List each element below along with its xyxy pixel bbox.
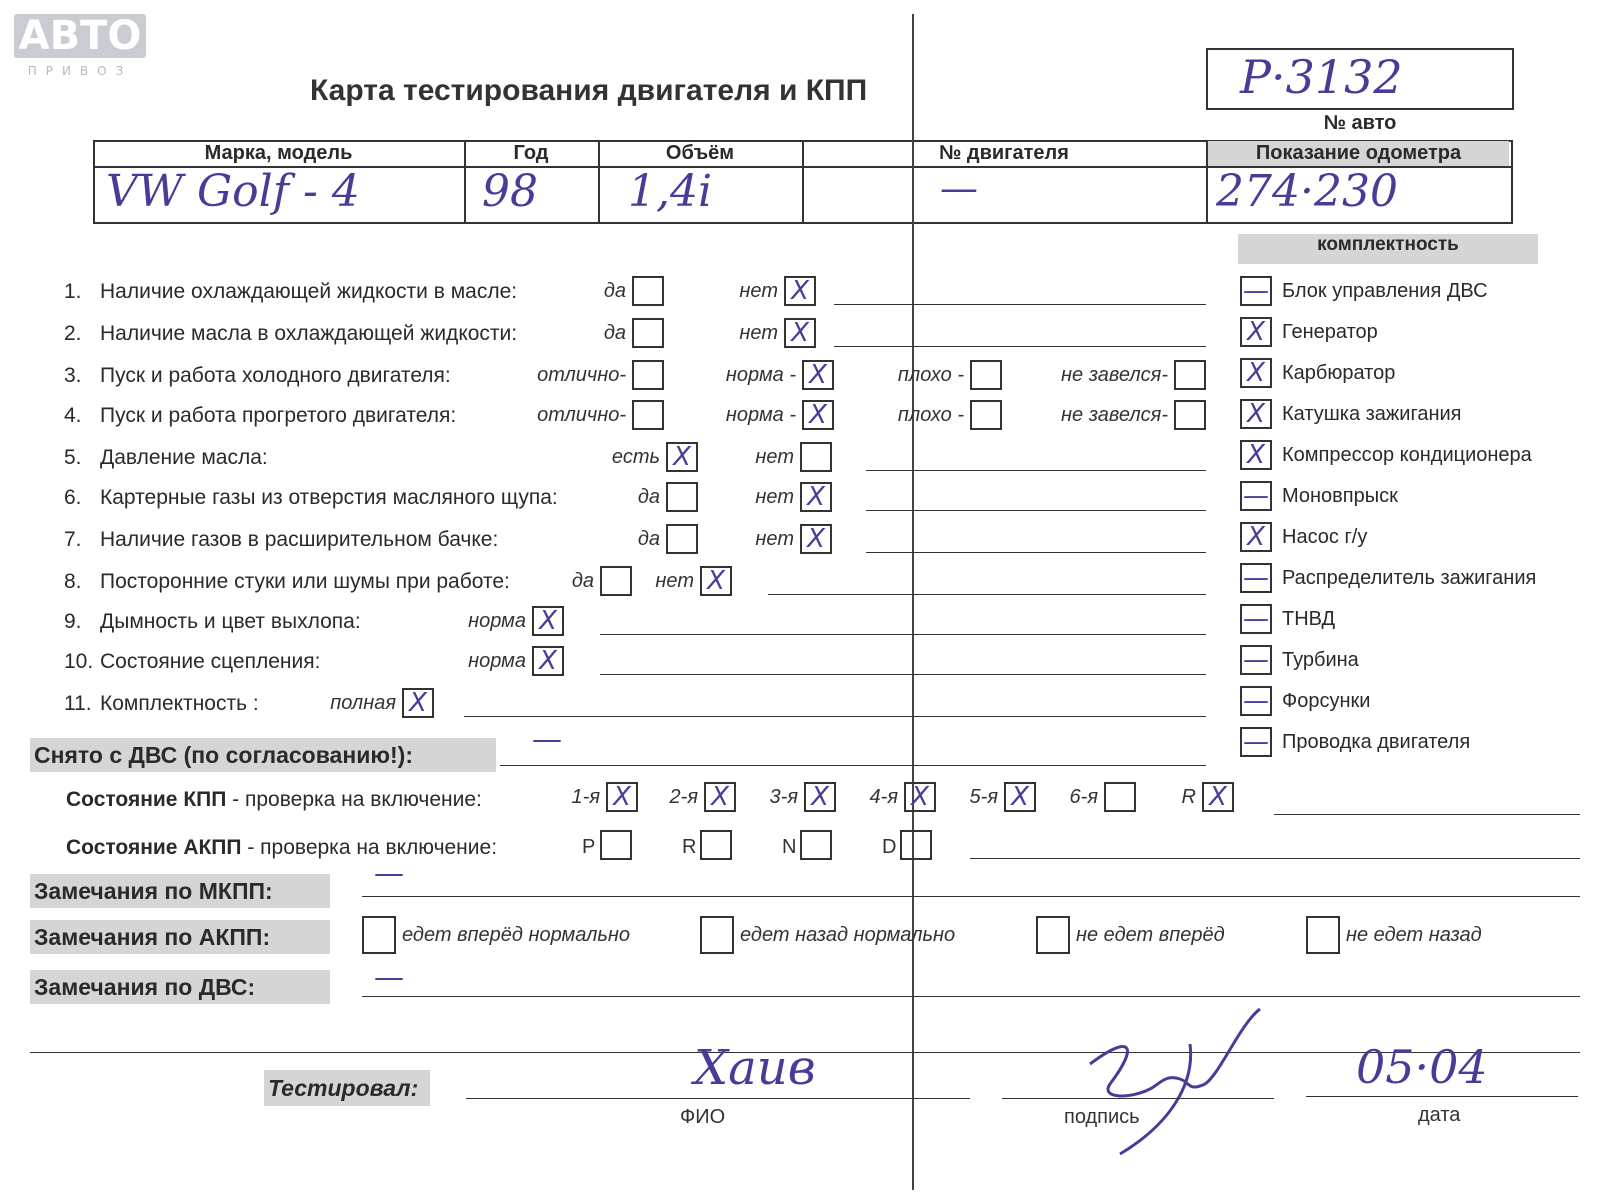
gear-checkbox[interactable] [1104, 782, 1136, 812]
gear-label: 5-я [969, 786, 998, 808]
option-label: норма - [725, 404, 796, 426]
completeness-label: Насос г/у [1282, 526, 1368, 548]
completeness-label: Катушка зажигания [1282, 403, 1462, 425]
option-label: отлично- [537, 364, 626, 386]
signature-caption: подпись [1064, 1106, 1140, 1128]
akpp-label-bold: Состояние АКПП [66, 836, 242, 859]
option-checkbox[interactable] [666, 524, 698, 554]
name-line [466, 1098, 970, 1099]
akpp-remark-checkbox[interactable] [1036, 916, 1070, 954]
option-label: да [571, 570, 594, 592]
remarks-mkpp-value: — [374, 856, 404, 891]
question-text: Посторонние стуки или шумы при работе: [100, 570, 510, 593]
option-label: норма [468, 610, 526, 632]
engine-number-value: — [940, 166, 978, 210]
question-text: Наличие охлаждающей жидкости в масле: [100, 280, 518, 303]
question-number: 11. [64, 692, 92, 715]
completeness-checkbox-mark: — [1243, 645, 1269, 675]
removed-value: — [532, 722, 562, 757]
akpp-mode-label: N [782, 836, 797, 858]
signature-line [1002, 1098, 1274, 1099]
option-checkbox-mark: X [791, 276, 809, 306]
question-text: Комплектность : [100, 692, 259, 715]
akpp-mode-checkbox[interactable] [900, 830, 932, 860]
option-checkbox-mark: X [707, 566, 725, 596]
remarks-dvs-value: — [374, 960, 404, 995]
akpp-mode-label: P [582, 836, 596, 858]
option-checkbox-mark: X [791, 318, 809, 348]
option-label: нет [739, 322, 778, 344]
question-text: Пуск и работа прогретого двигателя: [100, 404, 457, 427]
option-checkbox-mark: X [809, 400, 827, 430]
col-engine-number: № двигателя [939, 142, 1069, 164]
option-label: не завелся- [1061, 364, 1168, 386]
col-year: Год [513, 142, 549, 164]
kpp-line [1274, 814, 1580, 815]
gear-label: 2-я [669, 786, 698, 808]
akpp-remark-checkbox[interactable] [362, 916, 396, 954]
option-checkbox[interactable] [666, 482, 698, 512]
completeness-checkbox-mark: — [1243, 481, 1269, 511]
question-text: Наличие газов в расширительном бачке: [100, 528, 499, 551]
completeness-label: Блок управления ДВС [1282, 280, 1488, 302]
answer-line [600, 674, 1206, 675]
question-number: 1. [64, 280, 82, 303]
gear-checkbox-mark: X [1209, 782, 1227, 812]
question-text: Состояние сцепления: [100, 650, 321, 673]
completeness-label: Турбина [1282, 649, 1359, 671]
answer-line [834, 346, 1206, 347]
completeness-label: Распределитель зажигания [1282, 567, 1537, 589]
gear-label: R [1181, 786, 1196, 808]
option-label: плохо - [897, 364, 964, 386]
option-label: нет [655, 570, 694, 592]
option-label: нет [755, 528, 794, 550]
option-label: полная [330, 692, 396, 714]
gear-checkbox-mark: X [613, 782, 631, 812]
logo: АВТО [14, 14, 146, 58]
remarks-mkpp-line [362, 896, 1580, 897]
tested-label: Тестировал: [264, 1070, 430, 1106]
question-text: Наличие масла в охлаждающей жидкости: [100, 322, 518, 345]
answer-line [866, 470, 1206, 471]
question-number: 3. [64, 364, 82, 387]
remarks-mkpp-label: Замечания по МКПП: [30, 874, 330, 908]
logo-subtitle: ПРИВОЗ [27, 64, 133, 78]
option-label: нет [739, 280, 778, 302]
option-label: норма [468, 650, 526, 672]
remarks-dvs-label: Замечания по ДВС: [30, 970, 330, 1004]
answer-line [866, 510, 1206, 511]
answer-line [600, 634, 1206, 635]
answer-line [834, 304, 1206, 305]
option-checkbox[interactable] [970, 400, 1002, 430]
gear-label: 4-я [869, 786, 898, 808]
completeness-checkbox-mark: — [1243, 604, 1269, 634]
akpp-line [970, 858, 1580, 859]
option-checkbox-mark: X [807, 482, 825, 512]
option-checkbox-mark: X [809, 360, 827, 390]
question-number: 4. [64, 404, 82, 427]
kpp-label-bold: Состояние КПП [66, 788, 227, 811]
question-number: 7. [64, 528, 82, 551]
option-checkbox[interactable] [632, 360, 664, 390]
akpp-mode-checkbox[interactable] [800, 830, 832, 860]
option-label: да [603, 280, 626, 302]
question-number: 2. [64, 322, 82, 345]
option-label: есть [611, 446, 660, 468]
gear-checkbox-mark: X [911, 782, 929, 812]
col-volume: Объём [665, 142, 735, 164]
option-checkbox[interactable] [632, 276, 664, 306]
answer-line [768, 594, 1206, 595]
odometer-value: 274·230 [1216, 166, 1398, 217]
akpp-mode-label: D [882, 836, 897, 858]
option-label: отлично- [537, 404, 626, 426]
completeness-label: Генератор [1282, 321, 1378, 343]
option-checkbox-mark: X [409, 688, 427, 718]
question-text: Давление масла: [100, 446, 268, 469]
option-label: норма - [725, 364, 796, 386]
completeness-checkbox-mark: — [1243, 727, 1269, 757]
option-label: да [603, 322, 626, 344]
volume-value: 1,4i [628, 166, 713, 217]
gear-checkbox-mark: X [711, 782, 729, 812]
completeness-checkbox-mark: — [1243, 563, 1269, 593]
completeness-checkbox-mark: X [1247, 317, 1265, 347]
col-brand-model: Марка, модель [204, 142, 353, 164]
option-checkbox-mark: X [539, 646, 557, 676]
akpp-label [66, 836, 497, 860]
kpp-label-rest: - проверка на включение: [226, 788, 482, 811]
akpp-remark-label: едет вперёд нормально [402, 924, 631, 946]
akpp-mode-label: R [682, 836, 697, 858]
completeness-checkbox-mark: X [1247, 522, 1265, 552]
option-checkbox[interactable] [1174, 400, 1206, 430]
question-text: Картерные газы из отверстия масляного щупа: [100, 486, 558, 509]
akpp-label-rest: - проверка на включение: [241, 836, 498, 859]
completeness-checkbox-mark: X [1247, 399, 1265, 429]
option-checkbox-mark: X [673, 442, 691, 472]
akpp-mode-checkbox[interactable] [700, 830, 732, 860]
tester-name: Хаив [694, 1040, 816, 1096]
completeness-label: Моновпрыск [1282, 485, 1398, 507]
question-number: 6. [64, 486, 82, 509]
remarks-akpp-label: Замечания по АКПП: [30, 920, 330, 954]
gear-checkbox-mark: X [1011, 782, 1029, 812]
removed-line [500, 765, 1206, 766]
option-label: нет [755, 446, 794, 468]
option-label: плохо - [897, 404, 964, 426]
completeness-label: Компрессор кондиционера [1282, 444, 1532, 466]
col-odometer: Показание одометра [1255, 142, 1462, 164]
completeness-label: Проводка двигателя [1282, 731, 1471, 753]
option-label: да [637, 528, 660, 550]
akpp-mode-checkbox[interactable] [600, 830, 632, 860]
akpp-remark-label: не едет вперёд [1076, 924, 1225, 946]
auto-number-value: Р·3132 [1240, 50, 1403, 104]
option-checkbox[interactable] [970, 360, 1002, 390]
brand-model-value: VW Golf - 4 [106, 166, 360, 217]
answer-line [464, 716, 1206, 717]
date-caption: дата [1418, 1104, 1461, 1126]
gear-checkbox-mark: X [811, 782, 829, 812]
option-label: да [637, 486, 660, 508]
akpp-remark-label: не едет назад [1346, 924, 1482, 946]
gear-label: 3-я [769, 786, 798, 808]
option-checkbox-mark: X [807, 524, 825, 554]
remarks-dvs-line [362, 996, 1580, 997]
answer-line [866, 552, 1206, 553]
option-checkbox[interactable] [800, 442, 832, 472]
akpp-remark-checkbox[interactable] [1306, 916, 1340, 954]
gear-label: 1-я [571, 786, 600, 808]
gear-label: 6-я [1069, 786, 1098, 808]
option-checkbox[interactable] [632, 400, 664, 430]
completeness-checkbox-mark: X [1247, 440, 1265, 470]
option-checkbox[interactable] [1174, 360, 1206, 390]
signature [1070, 1004, 1270, 1164]
page-title: Карта тестирования двигателя и КПП [310, 74, 868, 107]
question-text: Дымность и цвет выхлопа: [100, 610, 361, 633]
akpp-remark-label: едет назад нормально [740, 924, 956, 946]
date-line [1306, 1096, 1578, 1097]
question-number: 10. [64, 650, 94, 673]
completeness-checkbox-mark: — [1243, 686, 1269, 716]
question-number: 8. [64, 570, 82, 593]
question-number: 9. [64, 610, 82, 633]
completeness-checkbox-mark: X [1247, 358, 1265, 388]
option-label: не завелся- [1061, 404, 1168, 426]
option-checkbox[interactable] [632, 318, 664, 348]
completeness-label: ТНВД [1282, 608, 1336, 630]
completeness-title: комплектность [1238, 234, 1538, 264]
completeness-label: Карбюратор [1282, 362, 1396, 384]
removed-label: Снято с ДВС (по согласованию!): [30, 738, 496, 772]
test-date: 05·04 [1356, 1040, 1488, 1094]
question-text: Пуск и работа холодного двигателя: [100, 364, 451, 387]
akpp-remark-checkbox[interactable] [700, 916, 734, 954]
kpp-label [66, 788, 482, 812]
completeness-label: Форсунки [1282, 690, 1371, 712]
name-caption: ФИО [680, 1106, 726, 1128]
question-number: 5. [64, 446, 82, 469]
fold-line [912, 14, 914, 1190]
option-label: нет [755, 486, 794, 508]
auto-number-label: № авто [1323, 112, 1397, 134]
completeness-checkbox-mark: — [1243, 276, 1269, 306]
year-value: 98 [482, 166, 538, 217]
option-checkbox-mark: X [539, 606, 557, 636]
